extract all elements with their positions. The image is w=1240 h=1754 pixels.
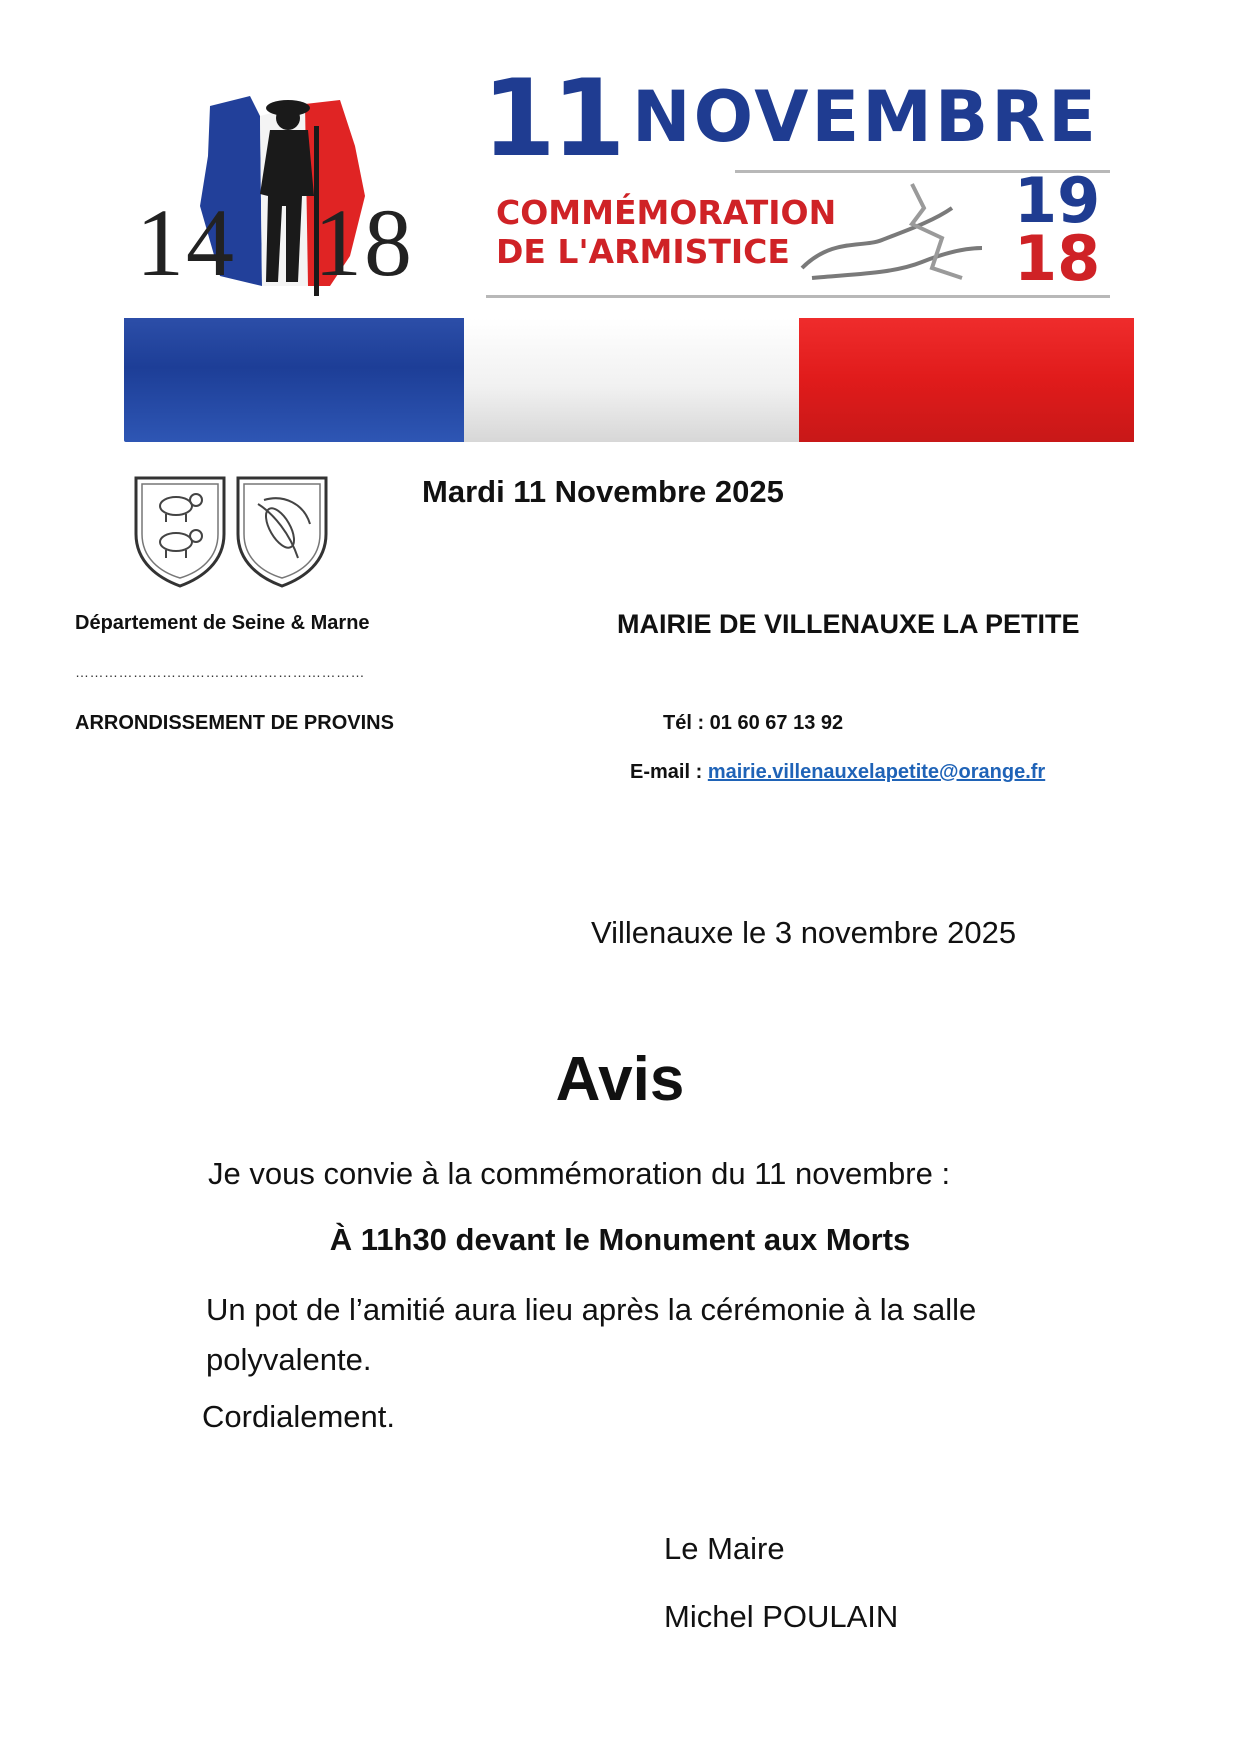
year-18-left: 18	[314, 189, 414, 296]
banner-subtitle	[496, 194, 836, 272]
flag-blue-stripe	[124, 318, 464, 442]
banner-month: NOVEMBRE	[632, 76, 1099, 158]
mairie-name: MAIRIE DE VILLENAUXE LA PETITE	[617, 609, 1080, 639]
banner-day: 11	[482, 57, 622, 180]
event-date: Mardi 11 Novembre 2025	[422, 474, 784, 509]
email-link[interactable]: mairie.villenauxelapetite@orange.fr	[707, 761, 1046, 783]
arrondissement-label: ARRONDISSEMENT DE PROVINS	[75, 712, 394, 734]
banner-year-19: 19	[1014, 164, 1101, 237]
year-14: 14	[136, 189, 236, 296]
banner-year-18: 18	[1014, 222, 1101, 295]
coat-of-arms-sheep-icon	[132, 474, 228, 588]
telephone: Tél : 01 60 67 13 92	[663, 712, 844, 734]
email-label: E-mail :	[630, 761, 703, 783]
flag-red-stripe	[799, 318, 1134, 442]
reception-text: Un pot de l’amitié aura lieu après la cérémonie à la salle polyvalente.	[206, 1292, 977, 1377]
closing-text: Cordialement.	[202, 1399, 395, 1434]
place-and-date: Villenauxe le 3 novembre 2025	[591, 915, 1017, 950]
time-and-place: À 11h30 devant le Monument aux Morts	[329, 1222, 911, 1257]
department-label: Département de Seine & Marne	[75, 612, 370, 634]
handshake-icon	[792, 178, 992, 298]
banner-subtitle-line1: COMMÉMORATION	[496, 193, 837, 232]
banner-subtitle-line2: DE L'ARMISTICE	[496, 231, 790, 271]
notice-title: Avis	[555, 1045, 685, 1114]
email-row	[630, 761, 1045, 784]
dotted-separator: ……………………………………………………	[75, 664, 365, 680]
banner-rule-bottom	[486, 295, 1110, 298]
signatory-name: Michel POULAIN	[664, 1599, 899, 1634]
flag-white-stripe	[464, 318, 799, 442]
invitation-text: Je vous convie à la commémoration du 11 novembre :	[208, 1156, 951, 1191]
signatory-title: Le Maire	[664, 1531, 785, 1566]
years-1418	[136, 189, 414, 296]
flag-band	[124, 318, 1134, 442]
coat-of-arms-wheat-icon	[234, 474, 330, 588]
